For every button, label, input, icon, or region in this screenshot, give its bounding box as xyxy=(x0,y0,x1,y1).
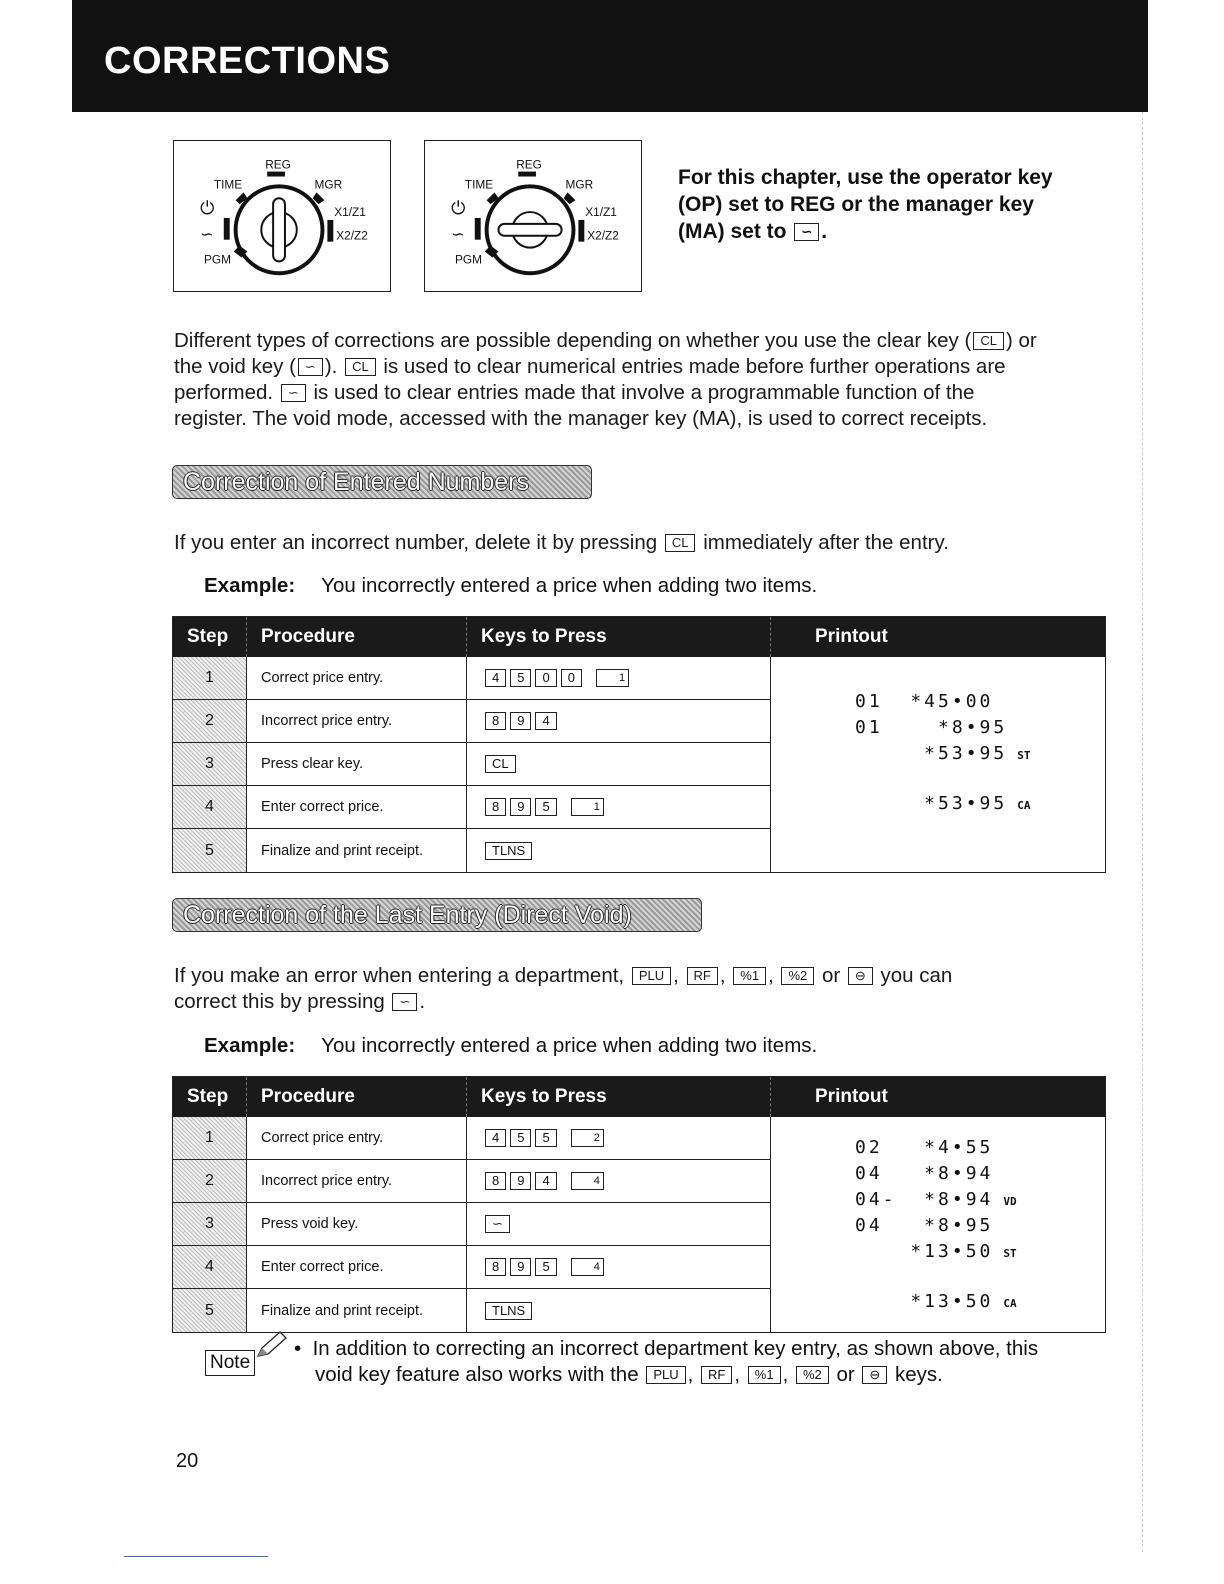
mode-dial-op-key xyxy=(173,140,391,292)
procedure-text: Finalize and print receipt. xyxy=(247,829,467,872)
keypad-key: 8 xyxy=(485,1258,506,1276)
section1-example: Example: You incorrectly entered a price when adding two items. xyxy=(204,574,818,597)
department-key: 4 xyxy=(571,1258,604,1276)
pencil-icon xyxy=(252,1330,288,1360)
printout-line: *13•50 CA xyxy=(855,1291,1017,1312)
keypad-key: 5 xyxy=(535,1129,556,1147)
minus-key-icon: ⊖ xyxy=(862,1366,887,1384)
table-row xyxy=(173,1117,771,1160)
page-edge-divider xyxy=(1142,112,1143,1552)
clear-key-icon: CL xyxy=(665,534,696,552)
printout-symbol: CA xyxy=(1003,1297,1017,1310)
keys-to-press xyxy=(467,829,771,872)
keypad-key: CL xyxy=(485,755,516,773)
column-header: Step xyxy=(173,1077,247,1117)
table-row xyxy=(173,1289,771,1332)
keys-to-press xyxy=(467,1289,771,1332)
step-number: 1 xyxy=(173,657,247,699)
step-number: 1 xyxy=(173,1117,247,1159)
power-icon: ⏻ xyxy=(451,198,466,219)
printout-line: 02 *4•55 xyxy=(855,1137,994,1158)
column-header: Keys to Press xyxy=(467,617,771,657)
power-icon: ⏻ xyxy=(200,198,215,219)
void-icon: ∽ xyxy=(200,226,214,244)
section-heading-entered-numbers: Correction of Entered Numbers xyxy=(172,465,592,499)
column-header: Keys to Press xyxy=(467,1077,771,1117)
section2-example: Example: You incorrectly entered a price when adding two items. xyxy=(204,1034,818,1057)
column-header: Procedure xyxy=(247,617,467,657)
keypad-key: 8 xyxy=(485,1172,506,1190)
keypad-key: 8 xyxy=(485,712,506,730)
procedure-text: Press clear key. xyxy=(247,743,467,785)
department-key: 4 xyxy=(571,1172,604,1190)
keypad-key: 5 xyxy=(510,669,531,687)
keypad-key: 4 xyxy=(485,669,506,687)
procedure-text: Correct price entry. xyxy=(247,657,467,699)
dial-label-mgr: MGR xyxy=(314,177,343,192)
keys-to-press xyxy=(467,700,771,742)
table-row xyxy=(173,1160,771,1203)
chapter-intro xyxy=(678,164,1053,245)
printout-symbol: CA xyxy=(1017,799,1031,812)
void-key-icon: ∽ xyxy=(794,223,819,241)
section1-body: If you enter an incorrect number, delete it by pressing CL immediately after the entry. xyxy=(174,531,949,554)
table-row xyxy=(173,786,771,829)
keypad-key: 8 xyxy=(485,798,506,816)
keypad-key: 5 xyxy=(510,1129,531,1147)
keypad-key: 5 xyxy=(535,1258,556,1276)
dial-label-pgm: PGM xyxy=(455,252,482,267)
void-key-icon: ∽ xyxy=(281,384,306,402)
table-row xyxy=(173,743,771,786)
printout-receipt xyxy=(771,1117,1105,1332)
keys-to-press xyxy=(467,657,771,699)
procedure-text: Enter correct price. xyxy=(247,1246,467,1288)
keys-to-press xyxy=(467,786,771,828)
keys-to-press xyxy=(467,1203,771,1245)
overview-paragraph: Different types of corrections are possible depending on whether you use the clear key ( CL ) or the void key ( ∽ ). CL is used to clear numerical entries made before further operations are performed. ∽ is used to clear entries made that involve a programmable function of the register. The void mode, accessed with the manager key (MA), is used to correct receipts. xyxy=(174,329,1037,430)
percent1-key-icon: %1 xyxy=(733,967,766,985)
dial-label-x1z1: X1/Z1 xyxy=(334,205,366,219)
keys-to-press xyxy=(467,743,771,785)
note-badge: Note xyxy=(205,1350,255,1376)
dial-label-reg: REG xyxy=(265,157,291,172)
procedure-text: Finalize and print receipt. xyxy=(247,1289,467,1332)
keys-to-press xyxy=(467,1117,771,1159)
table-row xyxy=(173,829,771,872)
table-row xyxy=(173,700,771,743)
keypad-key: 9 xyxy=(510,712,531,730)
intro-line: (OP) set to REG or the manager key xyxy=(678,193,1034,216)
dial-label-x2z2: X2/Z2 xyxy=(587,228,619,243)
procedure-text: Press void key. xyxy=(247,1203,467,1245)
keypad-key: TLNS xyxy=(485,842,532,860)
department-key: 1 xyxy=(571,798,604,816)
step-number: 4 xyxy=(173,786,247,828)
keypad-key: 4 xyxy=(535,1172,556,1190)
minus-key-icon: ⊖ xyxy=(848,967,873,985)
dial-label-x2z2: X2/Z2 xyxy=(336,228,368,243)
keypad-key: TLNS xyxy=(485,1302,532,1320)
dial-label-reg: REG xyxy=(516,157,542,172)
column-header: Printout xyxy=(815,1086,888,1107)
keypad-key: 4 xyxy=(485,1129,506,1147)
printout-line: 04- *8•94 VD xyxy=(855,1189,1017,1210)
keypad-key: 5 xyxy=(535,798,556,816)
keypad-key: 4 xyxy=(535,712,556,730)
keypad-key: 0 xyxy=(535,669,556,687)
dial-label-time: TIME xyxy=(213,177,243,192)
printout-symbol: ST xyxy=(1017,749,1031,762)
step-number: 3 xyxy=(173,743,247,785)
step-number: 2 xyxy=(173,1160,247,1202)
step-table-2 xyxy=(172,1076,1106,1333)
page-number: 20 xyxy=(176,1450,199,1472)
table-row xyxy=(173,1246,771,1289)
dial-label-x1z1: X1/Z1 xyxy=(585,205,617,219)
printout-symbol: ST xyxy=(1003,1247,1017,1260)
void-key-icon: ∽ xyxy=(392,993,417,1011)
void-key-icon: ∽ xyxy=(298,358,323,376)
department-key: 2 xyxy=(571,1129,604,1147)
procedure-text: Incorrect price entry. xyxy=(247,700,467,742)
printout-line: *53•95 ST xyxy=(855,743,1031,764)
printout-line: *53•95 CA xyxy=(855,793,1031,814)
printout-line: 01 *45•00 xyxy=(855,691,994,712)
procedure-text: Correct price entry. xyxy=(247,1117,467,1159)
keys-to-press xyxy=(467,1160,771,1202)
section-heading-direct-void: Correction of the Last Entry (Direct Void) xyxy=(172,898,702,932)
plu-key-icon: PLU xyxy=(632,967,671,985)
dial-label-mgr: MGR xyxy=(565,177,594,192)
step-number: 2 xyxy=(173,700,247,742)
intro-line: For this chapter, use the operator key xyxy=(678,166,1053,189)
keypad-key: 0 xyxy=(561,669,582,687)
table-row xyxy=(173,1203,771,1246)
printout-line: 04 *8•95 xyxy=(855,1215,994,1236)
bottom-rule xyxy=(124,1556,268,1557)
dial-label-time: TIME xyxy=(464,177,494,192)
column-header: Printout xyxy=(815,626,888,647)
column-header: Procedure xyxy=(247,1077,467,1117)
keypad-key: 9 xyxy=(510,1258,531,1276)
printout-line: 04 *8•94 xyxy=(855,1163,994,1184)
void-icon: ∽ xyxy=(451,226,465,244)
step-number: 3 xyxy=(173,1203,247,1245)
printout-line: 01 *8•95 xyxy=(855,717,1008,738)
table-row xyxy=(173,657,771,700)
procedure-text: Incorrect price entry. xyxy=(247,1160,467,1202)
table-header xyxy=(173,617,1105,657)
plu-key-icon: PLU xyxy=(646,1366,685,1384)
percent1-key-icon: %1 xyxy=(748,1366,781,1384)
column-header: Step xyxy=(173,617,247,657)
clear-key-icon: CL xyxy=(345,358,376,376)
printout-receipt xyxy=(771,657,1105,872)
rf-key-icon: RF xyxy=(687,967,718,985)
section2-body: If you make an error when entering a department, PLU , RF , %1 , %2 or ⊖ you can correct this by pressing ∽ . xyxy=(174,964,953,1013)
step-table-1 xyxy=(172,616,1106,873)
intro-line: (MA) set to ∽ . xyxy=(678,220,828,243)
keys-to-press xyxy=(467,1246,771,1288)
table-header xyxy=(173,1077,1105,1117)
step-number: 5 xyxy=(173,829,247,872)
keypad-key: 9 xyxy=(510,1172,531,1190)
percent2-key-icon: %2 xyxy=(781,967,814,985)
keypad-key: ∽ xyxy=(485,1215,510,1233)
rf-key-icon: RF xyxy=(701,1366,732,1384)
page-title: CORRECTIONS xyxy=(104,40,391,82)
note-text: • In addition to correcting an incorrect department key entry, as shown above, this void key feature also works with the PLU , RF , %1 , %2 or ⊖ keys. xyxy=(294,1337,1039,1386)
step-number: 4 xyxy=(173,1246,247,1288)
department-key: 1 xyxy=(596,669,629,687)
printout-line: *13•50 ST xyxy=(855,1241,1017,1262)
mode-dial-ma-key xyxy=(424,140,642,292)
clear-key-icon: CL xyxy=(973,332,1004,350)
printout-symbol: VD xyxy=(1003,1195,1017,1208)
keypad-key: 9 xyxy=(510,798,531,816)
percent2-key-icon: %2 xyxy=(796,1366,829,1384)
procedure-text: Enter correct price. xyxy=(247,786,467,828)
dial-label-pgm: PGM xyxy=(204,252,231,267)
step-number: 5 xyxy=(173,1289,247,1332)
